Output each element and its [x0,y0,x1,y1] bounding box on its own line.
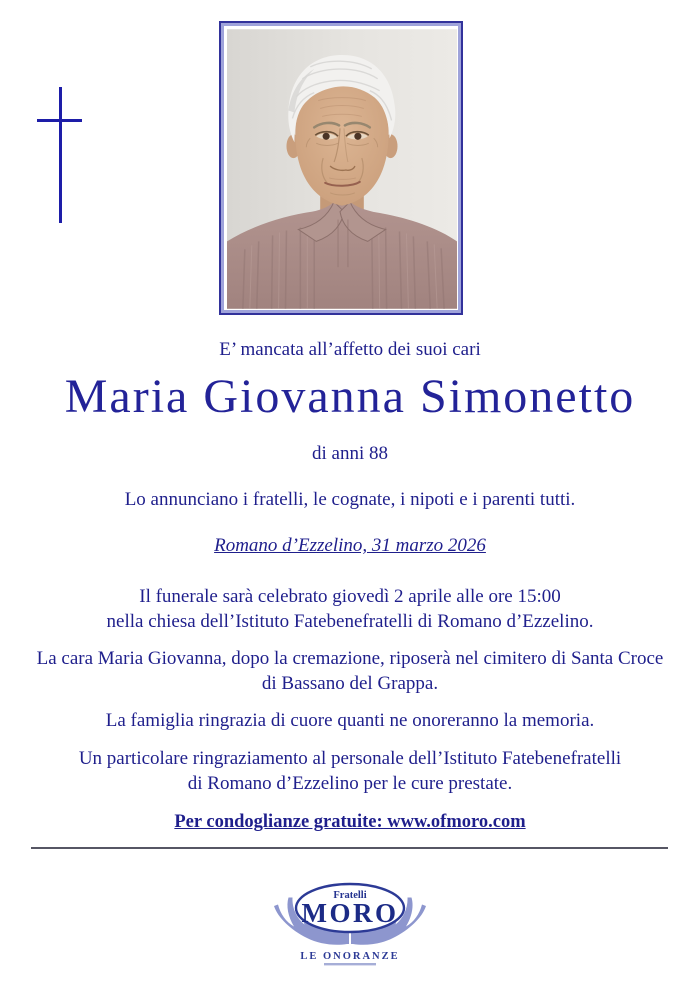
funeral-line-2: nella chiesa dell’Istituto Fatebenefratelli di Romano d’Ezzelino. [106,611,594,632]
deceased-name: Maria Giovanna Simonetto [64,370,636,423]
special-thanks-line-2: di Romano d’Ezzelino per le cure prestate. [187,773,513,794]
memorial-cross-icon [37,87,83,223]
family-thanks-line: La famiglia ringrazia di cuore quanti ne onoreranno la memoria. [105,710,595,731]
cross-vertical-bar [59,87,62,223]
portrait-photo [221,23,461,313]
funeral-paragraph [0,584,700,634]
cremation-paragraph [0,646,700,696]
funeral-line-1: Il funerale sarà celebrato giovedì 2 aprile alle ore 15:00 [139,586,561,607]
condolences-link[interactable]: Per condoglianze gratuite: www.ofmoro.com [174,812,526,832]
cremation-line-1: La cara Maria Giovanna, dopo la cremazione, riposerà nel cimitero di Santa Croce [36,648,664,669]
place-date-line: Romano d’Ezzelino, 31 marzo 2026 [214,535,486,556]
logo-moro-text: MORO [301,898,399,928]
portrait-photo-frame [219,21,463,315]
funeral-home-logo [250,878,450,973]
logo-tagline-row [324,963,376,965]
special-thanks-paragraph [0,746,700,796]
logo-fratelli-text: Fratelli [333,890,367,901]
portrait-illustration [227,29,457,309]
cross-horizontal-bar [37,119,82,122]
cremation-line-2: di Bassano del Grappa. [261,673,439,694]
footer-divider [31,847,668,849]
age-line: di anni 88 [312,443,388,464]
special-thanks-line-1: Un particolare ringraziamento al personale dell’Istituto Fatebenefratelli [78,748,622,769]
intro-line: E’ mancata all’affetto dei suoi cari [219,339,481,360]
announcement-line: Lo annunciano i fratelli, le cognate, i nipoti e i parenti tutti. [124,489,576,510]
logo-onoranze-text: LE ONORANZE [300,951,400,962]
